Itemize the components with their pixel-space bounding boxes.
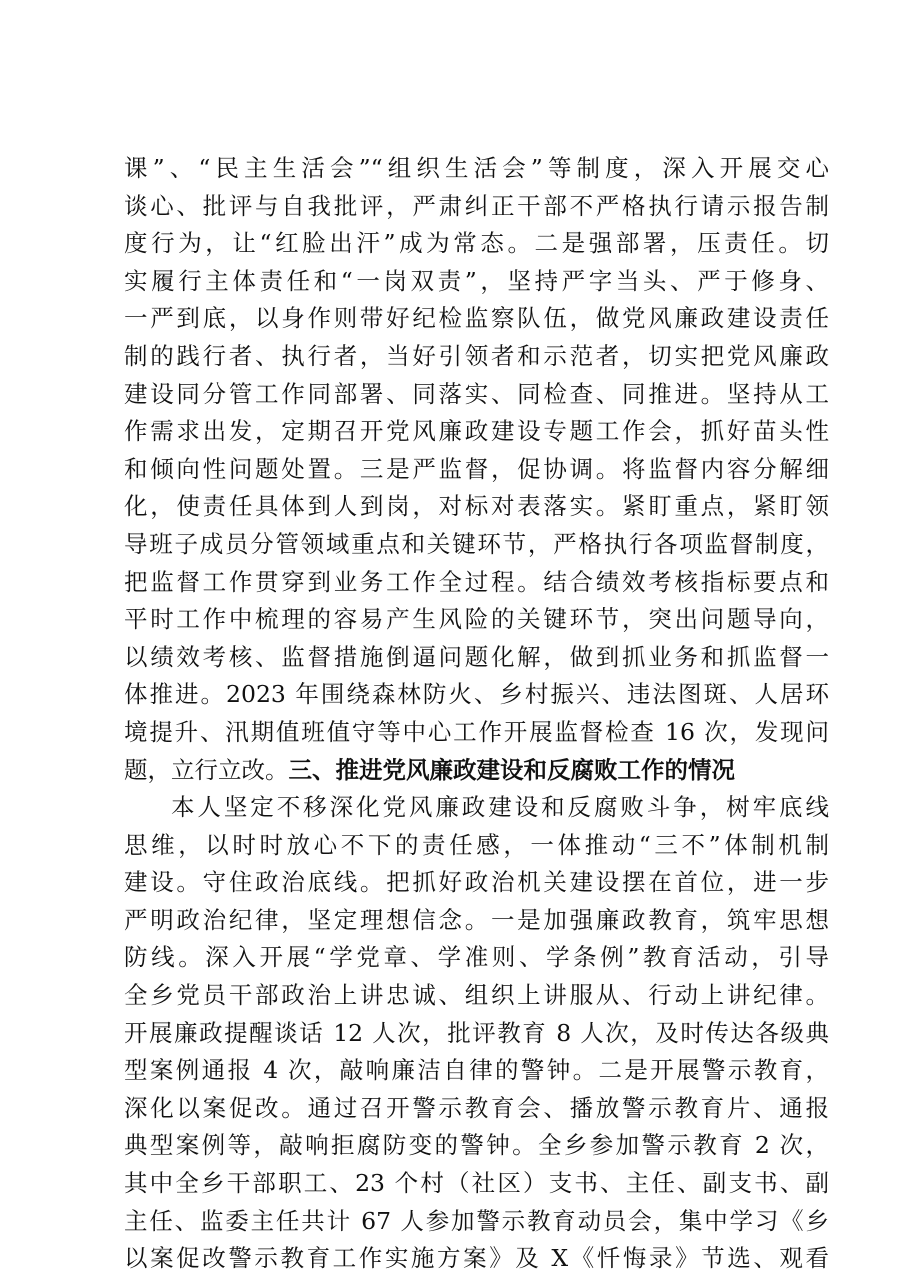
paragraph-line: 建设同分管工作同部署、同落实、同检查、同推进。坚持从工 [124,379,829,408]
paragraph-line: 导班子成员分管领域重点和关键环节，严格执行各项监督制度， [124,529,829,558]
paragraph-line: 开展廉政提醒谈话 12 人次，批评教育 8 人次，及时传达各级典 [124,1018,829,1047]
paragraph-line: 境提升、汛期值班值守等中心工作开展监督检查 16 次，发现问 [124,717,829,746]
paragraph-line: 其中全乡干部职工、23 个村（社区）支书、主任、副支书、副 [124,1169,829,1198]
section-heading: 三、推进党风廉政建设和反腐败工作的情况 [288,755,735,784]
paragraph-line: 主任、监委主任共计 67 人参加警示教育动员会，集中学习《乡 [124,1206,829,1235]
paragraph-line: 制的践行者、执行者，当好引领者和示范者，切实把党风廉政 [124,341,829,370]
paragraph-line: 体推进。2023 年围绕森林防火、乡村振兴、违法图斑、人居环 [124,680,829,709]
paragraph-line: 实履行主体责任和“一岗双责”，坚持严字当头、严于修身、 [124,266,829,295]
paragraph-line: 把监督工作贯穿到业务工作全过程。结合绩效考核指标要点和 [124,567,829,596]
paragraph-line: 谈心、批评与自我批评，严肃纠正干部不严格执行请示报告制 [124,191,829,220]
paragraph-line: 课”、“民主生活会”“组织生活会”等制度，深入开展交心 [124,154,829,182]
paragraph-line: 作需求出发，定期召开党风廉政建设专题工作会，抓好苗头性 [124,417,829,446]
paragraph-line-with-heading [124,752,829,790]
paragraph-line: 全乡党员干部政治上讲忠诚、组织上讲服从、行动上讲纪律。 [124,981,829,1010]
paragraph-line: 型案例通报 4 次，敲响廉洁自律的警钟。二是开展警示教育， [124,1056,829,1085]
paragraph-line: 典型案例等，敲响拒腐防变的警钟。全乡参加警示教育 2 次， [124,1131,829,1160]
paragraph-line: 建设。守住政治底线。把抓好政治机关建设摆在首位，进一步 [124,868,829,897]
paragraph-line: 和倾向性问题处置。三是严监督，促协调。将监督内容分解细 [124,454,829,483]
paragraph-line: 防线。深入开展“学党章、学准则、学条例”教育活动，引导 [124,943,829,972]
paragraph-line-end: 题，立行立改。 [124,755,289,784]
paragraph-line: 以绩效考核、监督措施倒逼问题化解，做到抓业务和抓监督一 [124,642,829,671]
paragraph-line: 一严到底，以身作则带好纪检监察队伍，做党风廉政建设责任 [124,304,829,333]
paragraph-line: 平时工作中梳理的容易产生风险的关键环节，突出问题导向， [124,605,829,634]
body-text [124,150,829,1278]
paragraph-line: 思维，以时时放心不下的责任感，一体推动“三不”体制机制 [124,830,829,859]
paragraph-line: 以案促改警示教育工作实施方案》及 X《忏悔录》节选、观看 [124,1244,829,1273]
paragraph-line: 化，使责任具体到人到岗，对标对表落实。紧盯重点，紧盯领 [124,492,829,521]
paragraph-line: 度行为，让“红脸出汗”成为常态。二是强部署，压责任。切 [124,229,829,258]
paragraph-line: 深化以案促改。通过召开警示教育会、播放警示教育片、通报 [124,1093,829,1122]
paragraph-first-line: 本人坚定不移深化党风廉政建设和反腐败斗争，树牢底线 [171,793,829,822]
paragraph-line: 严明政治纪律，坚定理想信念。一是加强廉政教育，筑牢思想 [124,905,829,934]
